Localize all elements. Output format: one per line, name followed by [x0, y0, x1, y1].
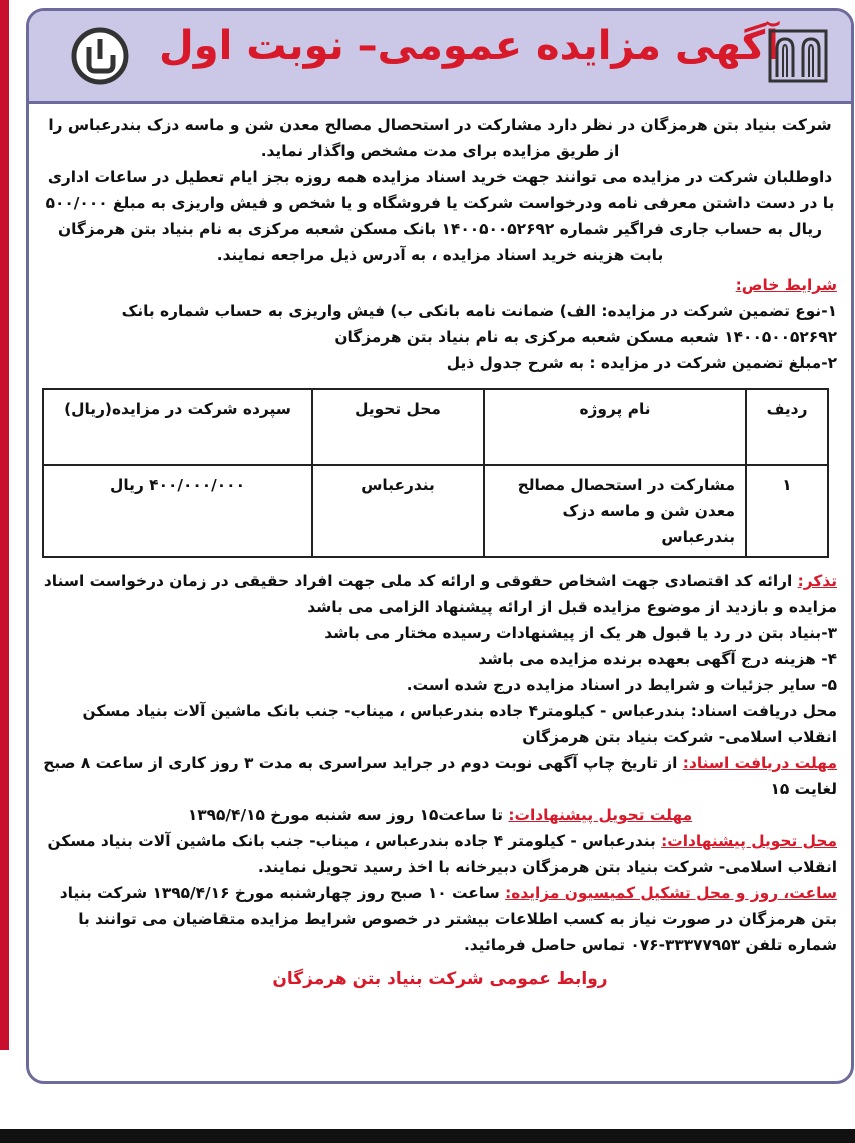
intro-paragraph-1: شرکت بنیاد بتن هرمزگان در نظر دارد مشارکت در استحصال مصالح معدن شن و ماسه دزک بندرعباس را از طریق مزایده برای مدت مشخص واگذار نماید.: [48, 116, 832, 160]
note-item-3: ۳-بنیاد بتن در رد یا قبول هر یک از پیشنهادات رسیده مختار می باشد: [324, 624, 837, 642]
notice-title: آگهی مزایده عمومی– نوبت اول: [159, 23, 779, 69]
special-item-1: ۱-نوع تضمین شرکت در مزایده: الف) ضمانت نامه بانکی ب) فیش واریزی به حساب شماره بانک ۱۴۰۰۵۰۰۵۲۶۹۲ شعبه مسکن شعبه مرکزی به نام بنیاد بتن هرمزگان: [121, 302, 837, 346]
notice-body: [29, 104, 851, 992]
commission-info: [43, 880, 837, 958]
offer-place: [43, 828, 837, 880]
deposit-table: [42, 388, 829, 558]
note-item-5: ۵- سایر جزئیات و شرایط در اسناد مزایده درج شده است.: [406, 676, 837, 694]
table-cell: مشارکت در استحصال مصالح معدن شن و ماسه دزک بندرعباس: [484, 465, 746, 557]
table-header-cell: ردیف: [746, 389, 828, 465]
table-cell: ۱: [746, 465, 828, 557]
bottom-black-bar: [0, 1129, 855, 1143]
docs-deadline: [43, 750, 837, 802]
table-header-cell: نام پروژه: [484, 389, 746, 465]
offer-deadline-label: مهلت تحویل پیشنهادات:: [508, 806, 693, 824]
table-header-cell: محل تحویل: [312, 389, 484, 465]
table-cell: ۴۰۰/۰۰۰/۰۰۰ ریال: [43, 465, 312, 557]
offer-deadline-text: تا ساعت۱۵ روز سه شنبه مورخ ۱۳۹۵/۴/۱۵: [187, 806, 509, 824]
commission-text: ساعت ۱۰ صبح روز چهارشنبه مورخ ۱۳۹۵/۴/۱۶ شرکت بنیاد بتن هرمزگان در صورت نیاز به کسب اطلاعات بیشتر در خصوص شرایط مزایده متقاضیان می توانند با شماره تلفن ۳۳۳۷۷۹۵۳-۰۷۶ تماس حاصل فرمائید.: [59, 884, 837, 954]
offer-place-label: محل تحویل پیشنهادات:: [661, 832, 837, 850]
table-cell: بندرعباس: [312, 465, 484, 557]
reminder-text: ارائه کد اقتصادی جهت اشخاص حقوقی و ارائه کد ملی جهت افراد حقیقی در زمان درخواست اسناد مزایده و بازدید از موضوع مزایده قبل از ارائه پیشنهاد الزامی می باشد: [43, 572, 837, 616]
docs-deadline-text: از تاریخ چاپ آگهی نوبت دوم در جراید سراسری به مدت ۳ روز کاری از ساعت ۸ صبح لغایت ۱۵: [43, 754, 837, 798]
table-header-cell: سپرده شرکت در مزایده(ریال): [43, 389, 312, 465]
table-header-row: [43, 389, 828, 465]
docs-deadline-label: مهلت دریافت اسناد:: [682, 754, 837, 772]
offer-place-text: بندرعباس - کیلومتر ۴ جاده بندرعباس ، میناب- جنب بانک ماشین آلات بنیاد مسکن انقلاب اسلامی- شرکت بنیاد بتن هرمزگان دبیرخانه با اخذ رسید تحویل نمایند.: [47, 832, 837, 876]
circular-logo-icon: [69, 25, 131, 87]
table-row: [43, 465, 828, 557]
docs-place: محل دریافت اسناد: بندرعباس - کیلومتر۴ جاده بندرعباس ، میناب- جنب بانک ماشین آلات بنیاد مسکن انقلاب اسلامی- شرکت بنیاد بتن هرمزگان: [82, 702, 837, 746]
reminder-note: [43, 568, 837, 620]
notice-frame: [26, 8, 854, 1084]
special-conditions-heading: شرایط خاص:: [735, 276, 837, 294]
commission-label: ساعت، روز و محل تشکیل کمیسیون مزایده:: [505, 884, 837, 902]
arches-logo-icon: [767, 27, 829, 85]
offer-deadline: [43, 802, 837, 828]
intro-paragraph-2: داوطلبان شرکت در مزایده می توانند جهت خرید اسناد مزایده همه روزه بجز ایام تعطیل در ساعات اداری با در دست داشتن معرفی نامه ودرخواست شرکت یا فروشگاه و یا شخص و فیش واریزی به مبلغ ۵۰۰/۰۰۰ ریال به حساب جاری فراگیر شماره ۱۴۰۰۵۰۰۵۲۶۹۲ بانک مسکن شعبه مرکزی به نام بنیاد بتن هرمزگان بابت هزینه خرید اسناد مزایده ، به آدرس ذیل مراجعه نمایند.: [45, 168, 835, 264]
notice-header: [29, 11, 851, 104]
left-red-stripe: [0, 0, 9, 1050]
note-item-4: ۴- هزینه درج آگهی بعهده برنده مزایده می باشد: [478, 650, 837, 668]
signature: روابط عمومی شرکت بنیاد بتن هرمزگان: [272, 969, 608, 989]
reminder-label: تذکر:: [797, 572, 837, 590]
special-item-2: ۲-مبلغ تضمین شرکت در مزایده : به شرح جدول ذیل: [446, 354, 837, 372]
